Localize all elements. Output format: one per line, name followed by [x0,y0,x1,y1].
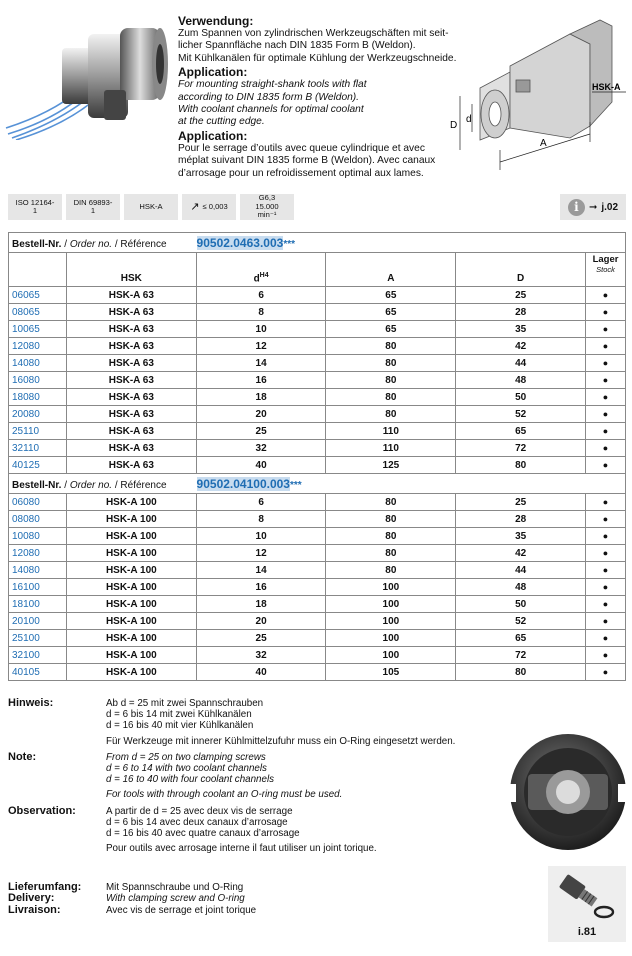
cell-code[interactable]: 08080 [9,511,67,528]
product-table [8,232,626,681]
cell-D: 35 [456,528,586,545]
delivery-text: Mit Spannschraube und O-Ring [106,882,244,893]
delivery-text: With clamping screw and O-ring [106,893,245,905]
cell-code[interactable]: 10065 [9,321,67,338]
cell-d: 18 [196,596,326,613]
order-label-sep: / [112,479,121,491]
cell-stock: ● [586,355,626,372]
cell-A: 100 [326,630,456,647]
note-text [106,698,498,747]
cell-D: 44 [456,562,586,579]
cell-stock: ● [586,338,626,355]
cell-A: 65 [326,287,456,304]
table-row [9,355,626,372]
description-fr-line: méplat suivant DIN 1835 forme B (Weldon). Avec canaux [178,155,436,167]
header-lager: Lager [592,254,619,265]
cell-stock: ● [586,440,626,457]
cell-stock: ● [586,664,626,681]
spec-din: DIN 69893-1 [66,194,120,220]
cell-hsk: HSK-A 100 [66,664,196,681]
cell-D: 50 [456,596,586,613]
cell-hsk: HSK-A 63 [66,355,196,372]
cell-stock: ● [586,423,626,440]
order-label-fr: Référence [120,238,167,250]
cell-stock: ● [586,457,626,474]
note-line: d = 16 to 40 with four coolant channels [106,774,275,786]
cell-hsk: HSK-A 63 [66,389,196,406]
note-label: Hinweis: [8,697,54,709]
delivery-label: Lieferumfang: [8,881,82,893]
table-row [9,287,626,304]
cell-A: 100 [326,579,456,596]
note-extra: For tools with through coolant an O-ring must be used. [106,789,343,801]
note-line: d = 16 bis 40 avec quatre canaux d’arrosage [106,828,300,840]
header-D: D [456,253,586,287]
table-row [9,494,626,511]
delivery-scope [8,882,428,916]
order-group-title-cell [9,233,626,253]
cell-stock: ● [586,372,626,389]
info-icon: i [568,199,585,216]
note-line: From d = 25 on two clamping screws [106,751,266,763]
spec-balance-grade: G6,3 [258,193,276,203]
cell-d: 10 [196,528,326,545]
spec-hsk: HSK-A [124,194,178,220]
order-stars: *** [289,479,302,491]
cell-code[interactable]: 18080 [9,389,67,406]
cell-A: 105 [326,664,456,681]
cell-code[interactable]: 25110 [9,423,67,440]
cell-hsk: HSK-A 63 [66,406,196,423]
cell-code[interactable]: 08065 [9,304,67,321]
cell-stock: ● [586,613,626,630]
cell-hsk: HSK-A 100 [66,630,196,647]
order-label-sep: / [61,238,70,250]
cell-A: 80 [326,562,456,579]
cell-d: 16 [196,579,326,596]
description-fr-title: Application: [178,128,248,143]
cell-A: 80 [326,355,456,372]
clamping-nut-image [506,726,628,856]
cell-hsk: HSK-A 63 [66,321,196,338]
cell-D: 80 [456,664,586,681]
cell-d: 32 [196,647,326,664]
table-row [9,647,626,664]
note-block [8,698,498,747]
description-de-line: Mit Kühlkanälen für optimale Kühlung der Werkzeugschneide. [178,52,457,64]
table-row [9,562,626,579]
cell-hsk: HSK-A 100 [66,494,196,511]
cell-d: 16 [196,372,326,389]
cell-d: 20 [196,406,326,423]
cell-D: 52 [456,613,586,630]
cell-stock: ● [586,389,626,406]
note-extra: Für Werkzeuge mit innerer Kühlmittelzufuhr muss ein O-Ring eingesetzt werden. [106,735,456,747]
cell-stock: ● [586,579,626,596]
cell-d: 20 [196,613,326,630]
cell-d: 18 [196,389,326,406]
cell-stock: ● [586,511,626,528]
diagram-label-hsk: HSK-A [592,82,621,92]
note-text [106,752,498,801]
runout-arrow-icon: ↗ [190,200,200,213]
cell-d: 6 [196,287,326,304]
cell-D: 42 [456,545,586,562]
cell-code[interactable]: 32110 [9,440,67,457]
table-row [9,372,626,389]
cell-D: 44 [456,355,586,372]
cell-d: 6 [196,494,326,511]
table-row [9,389,626,406]
cell-A: 100 [326,613,456,630]
note-line: d = 6 to 14 with two coolant channels [106,763,267,775]
cell-code[interactable]: 14080 [9,562,67,579]
cell-D: 35 [456,321,586,338]
order-label-sep: / [112,238,121,250]
cell-code[interactable]: 06065 [9,287,67,304]
cell-A: 110 [326,423,456,440]
delivery-row [8,905,428,916]
note-label: Note: [8,750,37,763]
cell-A: 100 [326,596,456,613]
delivery-label: Delivery: [8,892,55,905]
cell-d: 14 [196,562,326,579]
cell-hsk: HSK-A 100 [66,579,196,596]
description-en-line: With coolant channels for optimal coolant [178,104,364,116]
cell-D: 48 [456,579,586,596]
header-A: A [326,253,456,287]
cell-stock: ● [586,321,626,338]
note-text [106,806,498,855]
cell-d: 32 [196,440,326,457]
description-fr-line: Pour le serrage d’outils avec queue cylindrique et avec [178,142,425,154]
cell-stock: ● [586,287,626,304]
description-de-line: licher Spannfläche nach DIN 1835 Form B (Weldon). [178,40,416,52]
cell-stock: ● [586,630,626,647]
cell-A: 100 [326,647,456,664]
spec-bar [8,194,294,220]
description-de-line: Zum Spannen von zylindrischen Werkzeugschäften mit seit- [178,28,449,39]
cell-D: 48 [456,372,586,389]
cell-code[interactable]: 40105 [9,664,67,681]
table-row [9,321,626,338]
header-stock [586,253,626,287]
cell-stock: ● [586,494,626,511]
cell-stock: ● [586,562,626,579]
note-line: d = 6 bis 14 avec deux canaux d’arrosage [106,816,288,828]
cell-d: 25 [196,423,326,440]
cell-D: 65 [456,630,586,647]
cell-D: 42 [456,338,586,355]
table-row [9,457,626,474]
table-row [9,440,626,457]
order-label-de: Bestell-Nr. [12,238,62,250]
cell-stock: ● [586,545,626,562]
cell-code[interactable]: 32100 [9,647,67,664]
cell-hsk: HSK-A 100 [66,511,196,528]
order-label-de: Bestell-Nr. [12,479,62,491]
cell-code[interactable]: 18100 [9,596,67,613]
cell-A: 65 [326,304,456,321]
cell-D: 72 [456,440,586,457]
header-code [9,253,67,287]
cell-d: 12 [196,338,326,355]
note-block [8,752,498,801]
spec-balance [240,194,294,220]
accessory-box[interactable] [548,866,626,942]
arrow-right-icon: ➞ [588,201,598,213]
spec-balance-speed: 15.000 min⁻¹ [255,201,279,220]
cell-A: 80 [326,372,456,389]
cell-D: 72 [456,647,586,664]
cell-code[interactable]: 12080 [9,338,67,355]
diagram-label-d: d [466,114,472,125]
description-en-line: according to DIN 1835 form B (Weldon). [178,91,360,103]
description-en-line: For mounting straight-shank tools with flat [178,79,367,91]
note-line: d = 6 bis 14 mit zwei Kühlkanälen [106,709,252,721]
order-group-title-cell [9,474,626,494]
cell-A: 80 [326,338,456,355]
cell-D: 80 [456,457,586,474]
cell-code[interactable]: 14080 [9,355,67,372]
cell-hsk: HSK-A 63 [66,457,196,474]
screw-o-ring-icon [548,866,626,926]
delivery-text: Avec vis de serrage et joint torique [106,904,257,916]
cell-stock: ● [586,406,626,423]
cell-hsk: HSK-A 63 [66,372,196,389]
note-line: A partir de d = 25 avec deux vis de serrage [106,805,293,817]
cell-hsk: HSK-A 100 [66,528,196,545]
cell-D: 28 [456,304,586,321]
cell-D: 50 [456,389,586,406]
spec-runout-value: ≤ 0,003 [202,201,228,211]
cell-hsk: HSK-A 63 [66,304,196,321]
cell-d: 12 [196,545,326,562]
delivery-label: Livraison: [8,903,61,916]
cell-stock: ● [586,596,626,613]
cell-D: 25 [456,287,586,304]
cell-code[interactable]: 20080 [9,406,67,423]
cell-hsk: HSK-A 100 [66,596,196,613]
order-label-en: Order no. [69,479,113,491]
cell-D: 25 [456,494,586,511]
note-line: d = 16 bis 40 mit vier Kühlkanälen [106,720,254,732]
spec-iso: ISO 12164-1 [8,194,62,220]
cell-A: 125 [326,457,456,474]
table-row [9,630,626,647]
delivery-row [8,882,428,893]
cell-hsk: HSK-A 100 [66,545,196,562]
table-header [9,253,626,287]
cell-stock: ● [586,304,626,321]
cell-hsk: HSK-A 100 [66,562,196,579]
description-de-title: Verwendung: [178,14,254,28]
cell-code[interactable]: 40125 [9,457,67,474]
note-extra: Pour outils avec arrosage interne il faut utiliser un joint torique. [106,843,377,855]
header-d-label: d [253,273,260,284]
cell-hsk: HSK-A 63 [66,440,196,457]
table-row [9,664,626,681]
header-d-tolerance: H4 [259,271,269,279]
cell-D: 28 [456,511,586,528]
cell-code[interactable]: 12080 [9,545,67,562]
order-label-fr: Référence [120,479,167,491]
order-group-title [9,233,626,253]
cell-hsk: HSK-A 100 [66,647,196,664]
spec-runout [182,194,236,220]
order-label-en: Order no. [69,238,113,250]
description-en-line: at the cutting edge. [178,116,265,128]
table-row [9,545,626,562]
cell-code[interactable]: 20100 [9,613,67,630]
table-row [9,528,626,545]
description-en-title: Application: [178,65,248,80]
description [178,14,478,180]
cell-d: 14 [196,355,326,372]
cell-hsk: HSK-A 63 [66,287,196,304]
cell-A: 80 [326,494,456,511]
cell-A: 80 [326,545,456,562]
cell-d: 40 [196,457,326,474]
header-d [196,253,326,287]
reference-page: j.02 [601,201,619,213]
dimension-diagram [440,10,630,188]
table-row [9,423,626,440]
cell-d: 8 [196,511,326,528]
cell-A: 80 [326,511,456,528]
note-line: Ab d = 25 mit zwei Spannschrauben [106,698,264,709]
note-block [8,806,498,855]
description-fr-line: d’arrosage pour un refroidissement optimal aux lames. [178,167,424,179]
cell-code[interactable]: 06080 [9,494,67,511]
table-row [9,304,626,321]
table-row [9,406,626,423]
header-stock-label: Stock [596,265,615,274]
cell-code[interactable]: 10080 [9,528,67,545]
diagram-label-D: D [450,120,458,131]
header-hsk: HSK [66,253,196,287]
order-number: 90502.0463.003 [196,235,284,250]
cell-hsk: HSK-A 63 [66,423,196,440]
cell-d: 8 [196,304,326,321]
cell-d: 40 [196,664,326,681]
cell-hsk: HSK-A 63 [66,338,196,355]
cell-D: 52 [456,406,586,423]
order-group-title [9,474,626,494]
order-number: 90502.04100.003 [196,476,290,491]
table-row [9,596,626,613]
table-row [9,511,626,528]
diagram-label-A: A [540,138,547,149]
table-row [9,338,626,355]
reference-box[interactable] [560,194,626,220]
delivery-row [8,893,428,904]
cell-hsk: HSK-A 100 [66,613,196,630]
cell-D: 65 [456,423,586,440]
tool-holder-image [4,10,172,140]
cell-code[interactable]: 16080 [9,372,67,389]
note-label: Observation: [8,804,76,817]
cell-stock: ● [586,647,626,664]
cell-A: 80 [326,389,456,406]
table-row [9,613,626,630]
cell-code[interactable]: 16100 [9,579,67,596]
cell-A: 80 [326,406,456,423]
cell-A: 65 [326,321,456,338]
order-label-sep: / [61,479,70,491]
order-stars: *** [283,238,295,250]
cell-A: 80 [326,528,456,545]
accessory-ref: i.81 [577,926,597,938]
cell-A: 110 [326,440,456,457]
table-row [9,579,626,596]
cell-code[interactable]: 25100 [9,630,67,647]
cell-stock: ● [586,528,626,545]
cell-d: 25 [196,630,326,647]
cell-d: 10 [196,321,326,338]
notes [8,698,498,859]
